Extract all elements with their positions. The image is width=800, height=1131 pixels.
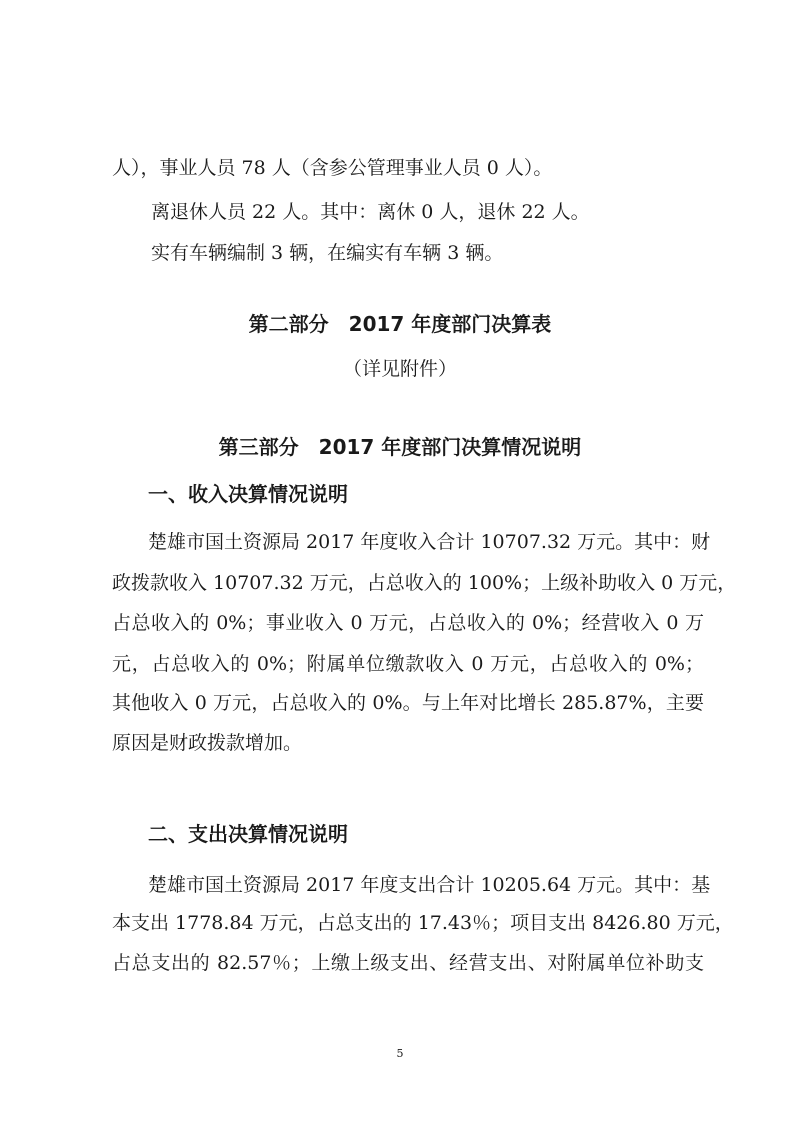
intro-line-retirees: 离退休人员 22 人。其中：离休 0 人，退休 22 人。 <box>151 201 590 223</box>
intro-line-1: 人），事业人员 78 人（含参公管理事业人员 0 人）。 <box>112 157 553 179</box>
section1-line-3: 占总收入的 0%；事业收入 0 万元，占总收入的 0%；经营收入 0 万 <box>112 612 704 634</box>
part2-heading: 第二部分 2017 年度部门决算表 <box>248 312 552 336</box>
part3-heading: 第三部分 2017 年度部门决算情况说明 <box>218 435 582 459</box>
section1-line-6: 原因是财政拨款增加。 <box>112 732 303 754</box>
section1-line-4: 元，占总收入的 0%；附属单位缴款收入 0 万元，占总收入的 0%； <box>112 653 704 675</box>
part2-note: （详见附件） <box>342 358 457 380</box>
section1-line-5: 其他收入 0 万元，占总收入的 0%。与上年对比增长 285.87%，主要 <box>112 692 704 714</box>
section2-line-1: 楚雄市国土资源局 2017 年度支出合计 10205.64 万元。其中：基 <box>148 874 711 896</box>
section2-heading: 二、支出决算情况说明 <box>148 822 348 846</box>
intro-line-vehicles: 实有车辆编制 3 辆，在编实有车辆 3 辆。 <box>151 242 504 264</box>
section1-heading: 一、收入决算情况说明 <box>148 482 348 506</box>
section1-line-1: 楚雄市国土资源局 2017 年度收入合计 10707.32 万元。其中：财 <box>148 531 711 553</box>
page-number: 5 <box>396 1047 404 1060</box>
section1-line-2: 政拨款收入 10707.32 万元，占总收入的 100%；上级补助收入 0 万元， <box>112 572 737 594</box>
section2-line-3: 占总支出的 82.57％；上缴上级支出、经营支出、对附属单位补助支 <box>112 952 704 974</box>
section2-line-2: 本支出 1778.84 万元，占总支出的 17.43％；项目支出 8426.80 万元， <box>112 912 734 934</box>
